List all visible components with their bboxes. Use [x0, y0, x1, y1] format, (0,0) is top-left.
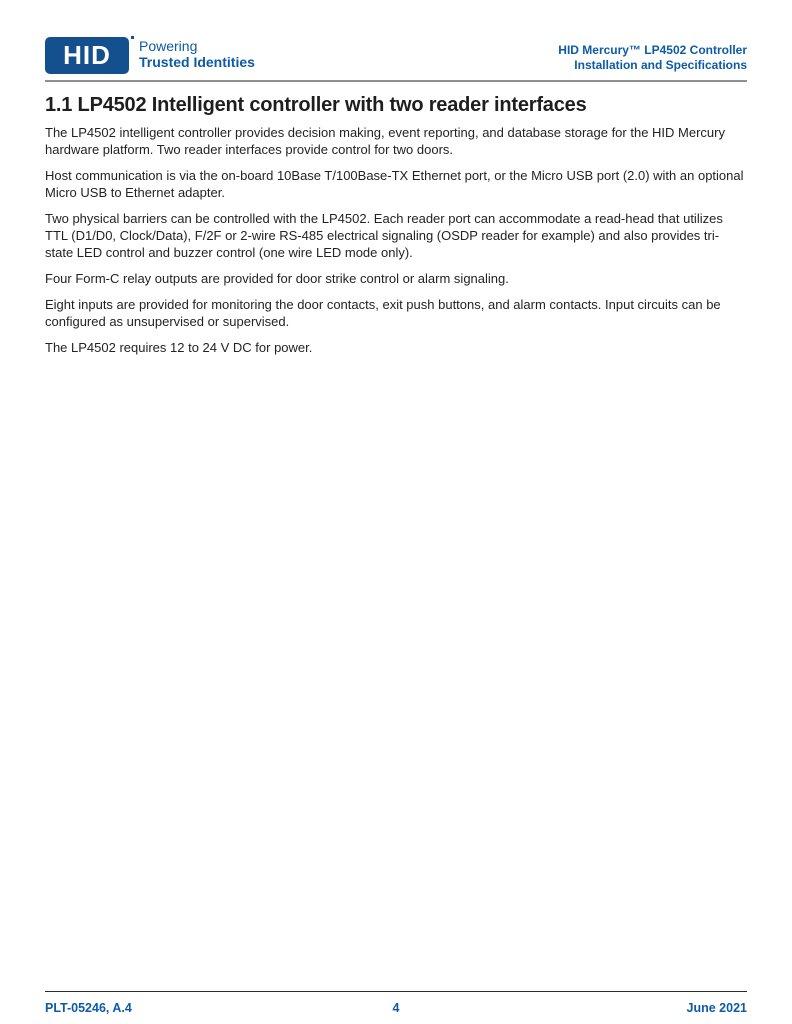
hid-logo-text: HID	[63, 40, 111, 70]
paragraph-inputs: Eight inputs are provided for monitoring the door contacts, exit push buttons, and alarm contacts. Input circuits can be configured as unsupervised or supervised.	[45, 297, 721, 329]
tagline-line1: Powering	[139, 38, 198, 54]
logo-tagline	[139, 39, 255, 70]
page-header	[45, 0, 747, 74]
document-title	[558, 43, 747, 73]
paragraph-host-communication: Host communication is via the on-board 10Base T/100Base-TX Ethernet port, or the Micro USB port (2.0) with an optional Micro USB to Ethernet adapter.	[45, 168, 744, 200]
paragraph-reader-ports: Two physical barriers can be controlled with the LP4502. Each reader port can accommodate a read-head that utilizes TTL (D1/D0, Clock/Data), F/2F or 2-wire RS-485 electrical signaling (OSDP reader for example) and also provides tri-state LED control and buzzer control (one wire LED mode only).	[45, 211, 723, 260]
trademark-dot-icon	[131, 36, 134, 39]
section-heading: 1.1 LP4502 Intelligent controller with two reader interfaces	[45, 94, 587, 116]
footer-page-number: 4	[392, 1001, 400, 1015]
document-title-line2: Installation and Specifications	[574, 58, 747, 72]
footer-row	[45, 1001, 747, 1015]
tagline-line2: Trusted Identities	[139, 54, 255, 70]
footer-divider	[45, 991, 747, 992]
page-content	[0, 0, 792, 356]
page-footer	[45, 991, 747, 1015]
paragraph-power: The LP4502 requires 12 to 24 V DC for power.	[45, 340, 313, 355]
footer-date: June 2021	[686, 1001, 747, 1015]
paragraph-overview: The LP4502 intelligent controller provides decision making, event reporting, and database storage for the HID Mercury hardware platform. Two reader interfaces provide control for two doors.	[45, 125, 725, 157]
header-divider	[45, 80, 747, 82]
body-copy	[45, 124, 747, 356]
hid-logo-icon	[45, 37, 129, 74]
document-title-line1: HID Mercury™ LP4502 Controller	[558, 43, 747, 57]
hid-logo	[45, 37, 255, 74]
footer-doc-number: PLT-05246, A.4	[45, 1001, 132, 1015]
paragraph-relay-outputs: Four Form-C relay outputs are provided for door strike control or alarm signaling.	[45, 271, 509, 286]
